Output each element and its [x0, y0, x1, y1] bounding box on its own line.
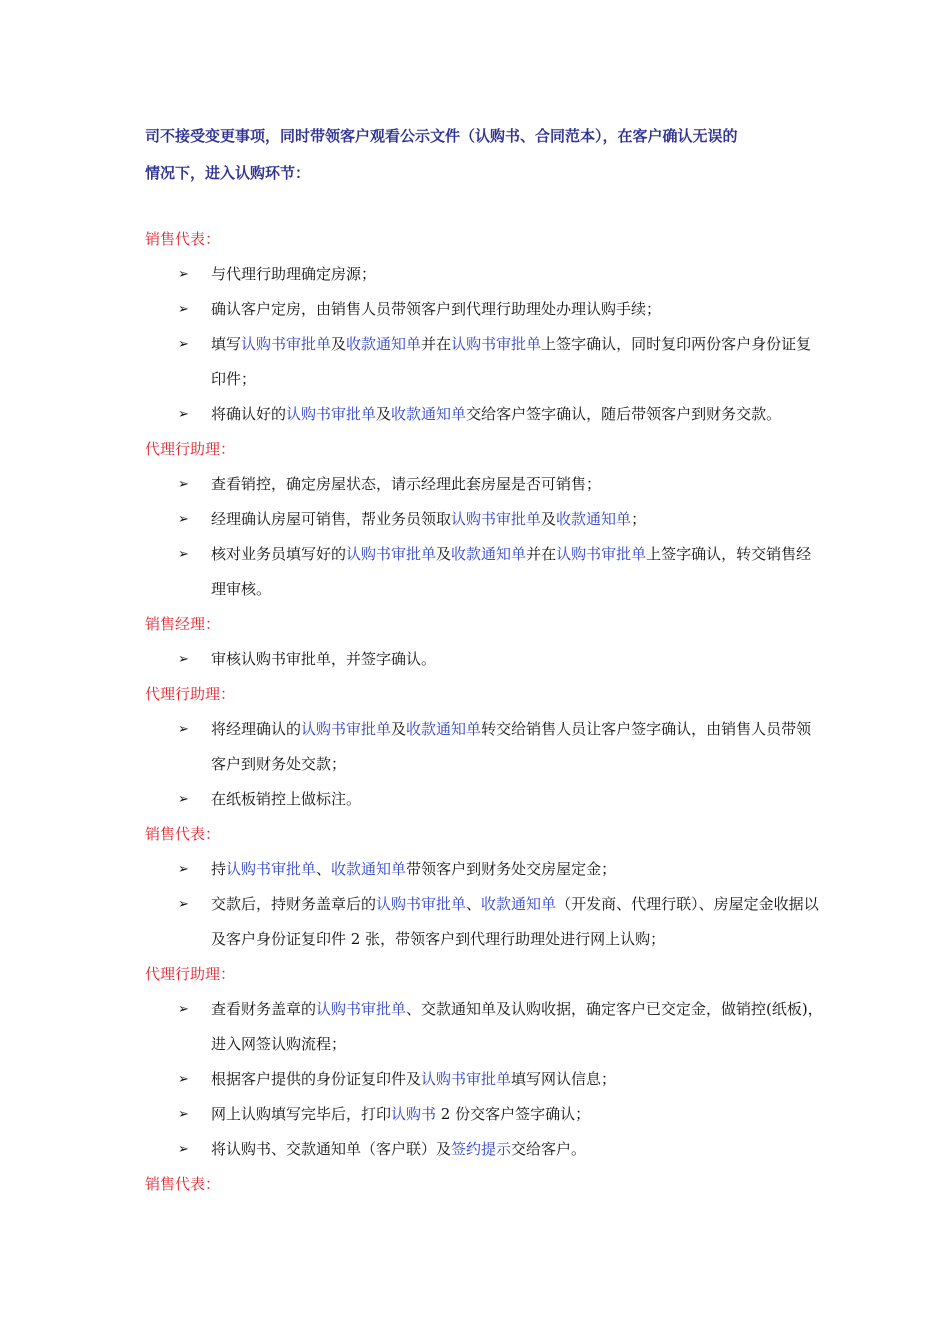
- item-text: 填写: [211, 335, 242, 353]
- item-text: 转交给销售人员让客户签字确认，由销售人员带领客户到财务处交款；: [211, 720, 812, 773]
- item-text: （开发商、代理行联）、房屋定金收据以及客户身份证复印件 2 张，带领客户到代理行助理处进行网上认购；: [211, 895, 819, 948]
- list-item: [145, 992, 825, 1062]
- item-text: 查看销控，确定房屋状态，请示经理此套房屋是否可销售；: [211, 475, 602, 493]
- item-text: ；: [631, 510, 647, 528]
- form-name-highlight: 认购书审批单: [226, 860, 317, 878]
- arrow-bullet-icon: ➢: [178, 267, 189, 282]
- arrow-bullet-icon: ➢: [178, 337, 189, 352]
- item-text: 网上认购填写完毕后，打印: [211, 1105, 392, 1123]
- list-item: [145, 712, 825, 782]
- item-text: 上签字确认，转交销售经理审核。: [211, 545, 812, 598]
- arrow-bullet-icon: ➢: [178, 1072, 189, 1087]
- item-text: 及: [376, 405, 392, 423]
- list-item: [145, 502, 825, 537]
- intro-line-1: 司不接受变更事项，同时带领客户观看公示文件（认购书、合同范本），在客户确认无误的: [145, 127, 738, 145]
- item-text: 上签字确认，同时复印两份客户身份证复印件；: [211, 335, 812, 388]
- item-text: 交给客户。: [511, 1140, 587, 1158]
- item-text: 及: [331, 335, 347, 353]
- form-name-highlight: 认购书审批单: [376, 895, 467, 913]
- form-name-highlight: 收款通知单: [391, 405, 467, 423]
- procedure-list: [145, 222, 825, 1202]
- item-text: 将确认好的: [211, 405, 287, 423]
- item-text: 查看财务盖章的: [211, 1000, 317, 1018]
- item-text: 持: [211, 860, 227, 878]
- item-text: 并在: [526, 545, 557, 563]
- item-text: 经理确认房屋可销售，帮业务员领取: [211, 510, 452, 528]
- item-text: 、: [316, 860, 332, 878]
- form-name-highlight: 认购书审批单: [451, 335, 542, 353]
- form-name-highlight: 认购书审批单: [421, 1070, 512, 1088]
- item-text: 填写网认信息；: [511, 1070, 617, 1088]
- list-item: [145, 327, 825, 397]
- arrow-bullet-icon: ➢: [178, 1107, 189, 1122]
- list-item: [145, 887, 825, 957]
- intro-line-2: 情况下，进入认购环节：: [145, 164, 311, 182]
- item-text: 并在: [421, 335, 452, 353]
- section-role-heading: 销售经理：: [145, 615, 221, 633]
- form-name-highlight: 收款通知单: [481, 895, 557, 913]
- form-name-highlight: 收款通知单: [556, 510, 632, 528]
- arrow-bullet-icon: ➢: [178, 1002, 189, 1017]
- item-text: 及: [436, 545, 452, 563]
- item-text: 与代理行助理确定房源；: [211, 265, 377, 283]
- item-text: 带领客户到财务处交房屋定金；: [406, 860, 617, 878]
- item-text: 交款后，持财务盖章后的: [211, 895, 377, 913]
- form-name-highlight: 收款通知单: [451, 545, 527, 563]
- arrow-bullet-icon: ➢: [178, 1142, 189, 1157]
- item-text: 将经理确认的: [211, 720, 302, 738]
- list-item: [145, 257, 825, 292]
- list-item: [145, 537, 825, 607]
- form-name-highlight: 认购书审批单: [286, 405, 377, 423]
- arrow-bullet-icon: ➢: [178, 302, 189, 317]
- list-item: [145, 852, 825, 887]
- item-text: 、交款通知单及认购收据，确定客户已交定金，做销控(纸板)，进入网签认购流程；: [211, 1000, 823, 1053]
- arrow-bullet-icon: ➢: [178, 792, 189, 807]
- section-role-heading: 代理行助理：: [145, 440, 236, 458]
- item-text: 确认客户定房，由销售人员带领客户到代理行助理处办理认购手续；: [211, 300, 662, 318]
- arrow-bullet-icon: ➢: [178, 512, 189, 527]
- form-name-highlight: 认购书: [391, 1105, 437, 1123]
- list-item: [145, 467, 825, 502]
- form-name-highlight: 认购书审批单: [301, 720, 392, 738]
- form-name-highlight: 收款通知单: [406, 720, 482, 738]
- form-name-highlight: 认购书审批单: [346, 545, 437, 563]
- list-item: [145, 782, 825, 817]
- item-text: 及: [541, 510, 557, 528]
- section-role-heading: 销售代表：: [145, 1175, 221, 1193]
- intro-paragraph: [145, 118, 825, 192]
- item-text: 核对业务员填写好的: [211, 545, 347, 563]
- form-name-highlight: 签约提示: [451, 1140, 512, 1158]
- item-text: 及: [391, 720, 407, 738]
- form-name-highlight: 认购书审批单: [316, 1000, 407, 1018]
- item-text: 审核认购书审批单，并签字确认。: [211, 650, 437, 668]
- item-text: 根据客户提供的身份证复印件及: [211, 1070, 422, 1088]
- arrow-bullet-icon: ➢: [178, 862, 189, 877]
- list-item: [145, 292, 825, 327]
- item-text: 交给客户签字确认，随后带领客户到财务交款。: [466, 405, 782, 423]
- form-name-highlight: 认购书审批单: [241, 335, 332, 353]
- arrow-bullet-icon: ➢: [178, 897, 189, 912]
- arrow-bullet-icon: ➢: [178, 722, 189, 737]
- arrow-bullet-icon: ➢: [178, 477, 189, 492]
- item-text: 、: [466, 895, 482, 913]
- form-name-highlight: 认购书审批单: [556, 545, 647, 563]
- section-role-heading: 销售代表：: [145, 825, 221, 843]
- form-name-highlight: 收款通知单: [331, 860, 407, 878]
- item-text: 2 份交客户签字确认；: [436, 1105, 591, 1123]
- item-text: 在纸板销控上做标注。: [211, 790, 362, 808]
- list-item: [145, 642, 825, 677]
- list-item: [145, 1062, 825, 1097]
- section-role-heading: 销售代表：: [145, 230, 221, 248]
- section-role-heading: 代理行助理：: [145, 965, 236, 983]
- arrow-bullet-icon: ➢: [178, 652, 189, 667]
- form-name-highlight: 认购书审批单: [451, 510, 542, 528]
- form-name-highlight: 收款通知单: [346, 335, 422, 353]
- arrow-bullet-icon: ➢: [178, 407, 189, 422]
- item-text: 将认购书、交款通知单（客户联）及: [211, 1140, 452, 1158]
- section-role-heading: 代理行助理：: [145, 685, 236, 703]
- arrow-bullet-icon: ➢: [178, 547, 189, 562]
- list-item: [145, 1132, 825, 1167]
- list-item: [145, 397, 825, 432]
- list-item: [145, 1097, 825, 1132]
